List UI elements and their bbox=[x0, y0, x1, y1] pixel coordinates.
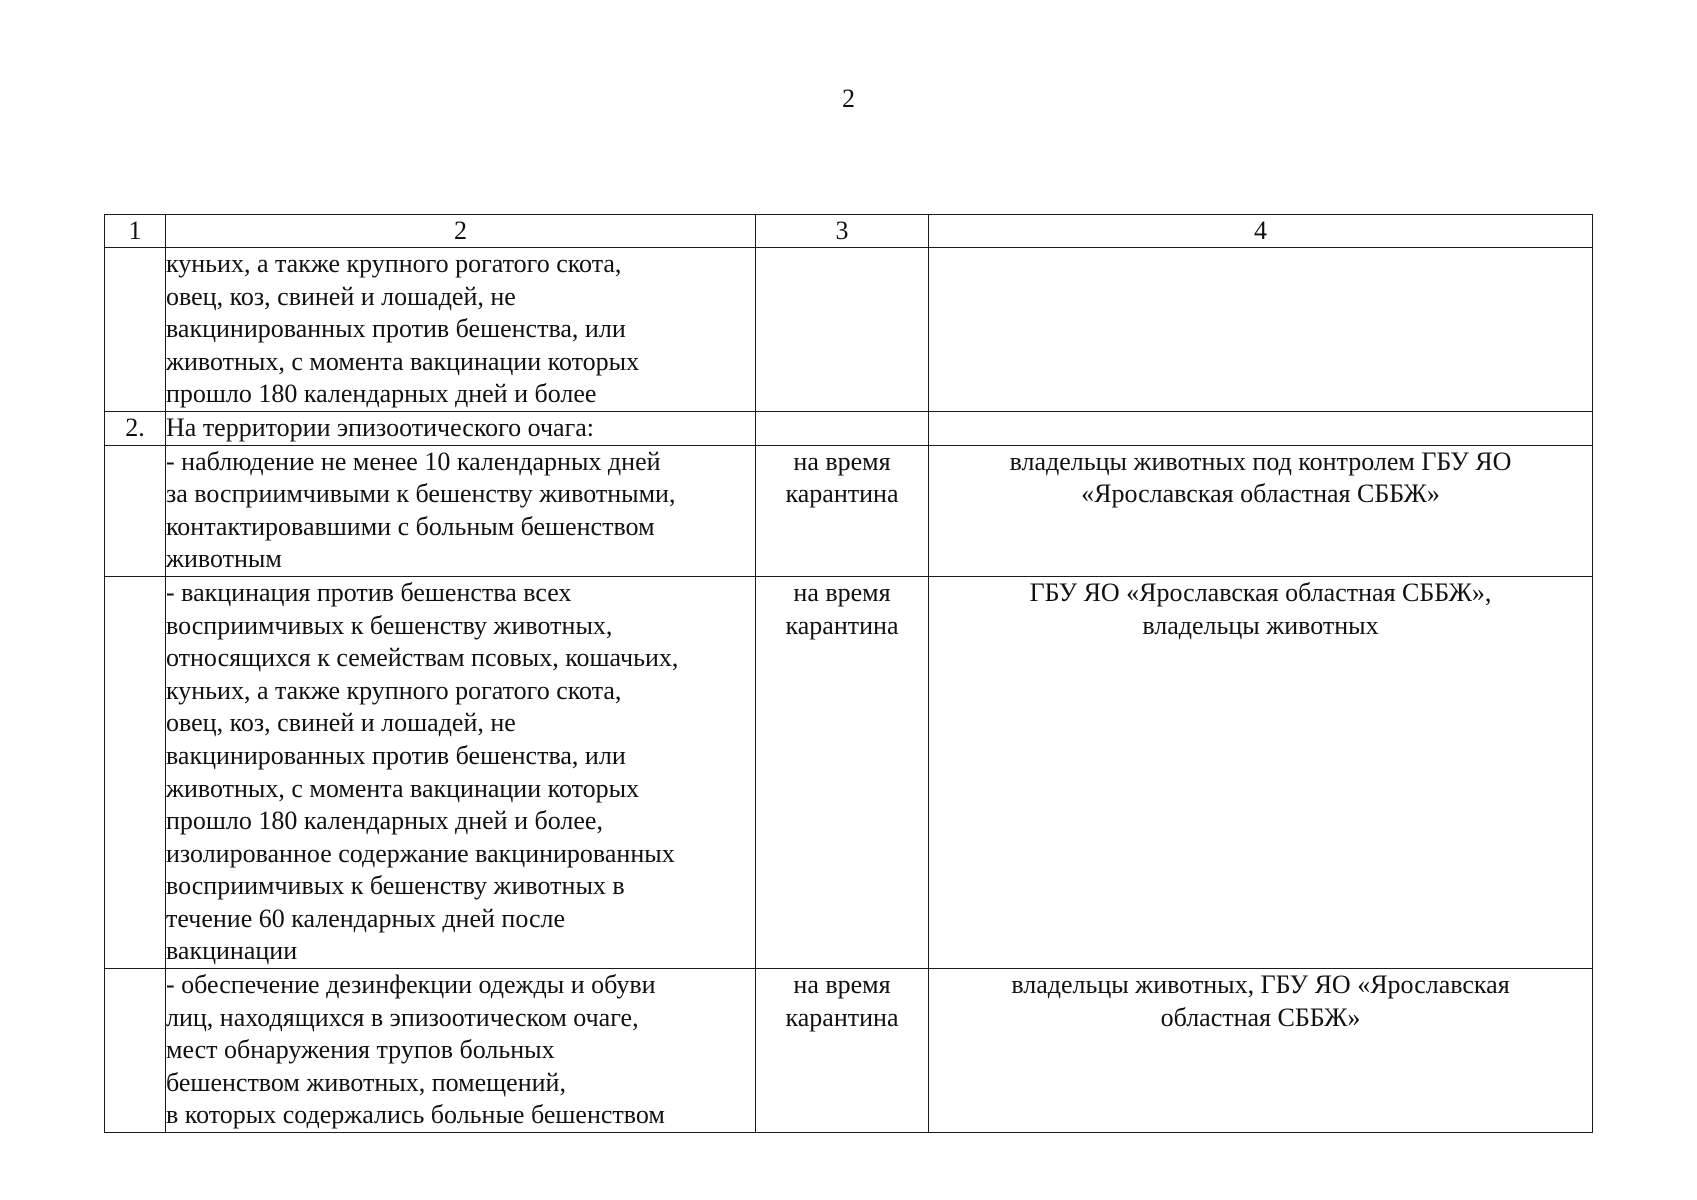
measure-description-line: в которых содержались больные бешенством bbox=[166, 1100, 665, 1130]
term-line: карантина bbox=[785, 1002, 899, 1032]
row-number-cell bbox=[105, 445, 166, 576]
responsible-line: владельцы животных, ГБУ ЯО «Ярославская bbox=[1011, 970, 1510, 1000]
term-line: карантина bbox=[785, 610, 899, 640]
measure-description-line: куньих, а также крупного рогатого скота, bbox=[166, 675, 622, 705]
measure-description-line: вакцинации bbox=[166, 936, 298, 966]
term-cell bbox=[756, 576, 929, 968]
column-header-1: 1 bbox=[105, 215, 166, 248]
measure-description-line: животных, с момента вакцинации которых bbox=[166, 346, 640, 376]
row-number-cell bbox=[105, 248, 166, 412]
responsible-cell bbox=[929, 576, 1593, 968]
term-cell bbox=[756, 445, 929, 576]
measure-description-line: лиц, находящихся в эпизоотическом очаге, bbox=[166, 1002, 639, 1032]
measure-description-line: за восприимчивыми к бешенству животными, bbox=[166, 479, 676, 509]
responsible-line: «Ярославская областная СББЖ» bbox=[1081, 479, 1440, 509]
measure-description-line: восприимчивых к бешенству животных, bbox=[166, 610, 613, 640]
table-body bbox=[105, 248, 1593, 1133]
table-row bbox=[105, 445, 1593, 576]
measure-description-cell bbox=[166, 576, 756, 968]
responsible-cell bbox=[929, 248, 1593, 412]
measure-description-cell bbox=[166, 445, 756, 576]
responsible-cell bbox=[929, 969, 1593, 1133]
measure-description-line: относящихся к семействам псовых, кошачьих, bbox=[166, 643, 679, 673]
column-header-4: 4 bbox=[929, 215, 1593, 248]
term-line: карантина bbox=[785, 479, 899, 509]
column-header-2: 2 bbox=[166, 215, 756, 248]
measure-description-cell bbox=[166, 248, 756, 412]
measure-description-line: - обеспечение дезинфекции одежды и обуви bbox=[166, 970, 656, 1000]
measure-description-line: куньих, а также крупного рогатого скота, bbox=[166, 249, 622, 278]
term-cell bbox=[756, 411, 929, 445]
measure-description-line: - наблюдение не менее 10 календарных дней bbox=[166, 446, 661, 476]
responsible-line: владельцы животных под контролем ГБУ ЯО bbox=[1009, 446, 1512, 476]
responsible-cell bbox=[929, 411, 1593, 445]
measure-description-line: течение 60 календарных дней после bbox=[166, 903, 566, 933]
column-number-row bbox=[105, 215, 1593, 248]
measure-description-line: мест обнаружения трупов больных bbox=[166, 1035, 555, 1065]
table-row bbox=[105, 576, 1593, 968]
term-line: на время bbox=[793, 577, 891, 607]
measure-description-line: вакцинированных против бешенства, или bbox=[166, 740, 626, 770]
measure-description-line: овец, коз, свиней и лошадей, не bbox=[166, 708, 516, 738]
term-cell bbox=[756, 248, 929, 412]
responsible-line: владельцы животных bbox=[1142, 610, 1379, 640]
term-line: на время bbox=[793, 970, 891, 1000]
measure-description-line: - вакцинация против бешенства всех bbox=[166, 577, 572, 607]
measure-description-line: бешенством животных, помещений, bbox=[166, 1067, 566, 1097]
responsible-line: ГБУ ЯО «Ярославская областная СББЖ», bbox=[1029, 577, 1492, 607]
measures-table bbox=[104, 214, 1593, 1133]
measure-description-line: овец, коз, свиней и лошадей, не bbox=[166, 281, 516, 311]
responsible-cell bbox=[929, 445, 1593, 576]
page-number: 2 bbox=[842, 84, 855, 113]
measure-description-line: изолированное содержание вакцинированных bbox=[166, 838, 675, 868]
measure-description-line: животным bbox=[166, 544, 282, 574]
row-number-cell bbox=[105, 969, 166, 1133]
table-row bbox=[105, 248, 1593, 412]
measure-description-line: животных, с момента вакцинации которых bbox=[166, 773, 640, 803]
measure-description-line: восприимчивых к бешенству животных в bbox=[166, 871, 625, 901]
measure-description-line: вакцинированных против бешенства, или bbox=[166, 314, 626, 344]
responsible-line: областная СББЖ» bbox=[1160, 1002, 1361, 1032]
measure-description-cell bbox=[166, 969, 756, 1133]
table-row bbox=[105, 411, 1593, 445]
measure-description-line: На территории эпизоотического очага: bbox=[166, 412, 595, 442]
measure-description-line: прошло 180 календарных дней и более, bbox=[166, 806, 603, 836]
column-header-3: 3 bbox=[756, 215, 929, 248]
term-cell bbox=[756, 969, 929, 1133]
table-row bbox=[105, 969, 1593, 1133]
measure-description-cell bbox=[166, 411, 756, 445]
measure-description-line: прошло 180 календарных дней и более bbox=[166, 379, 597, 409]
row-number-cell: 2. bbox=[105, 411, 166, 445]
term-line: на время bbox=[793, 446, 891, 476]
row-number-cell bbox=[105, 576, 166, 968]
measure-description-line: контактировавшими с больным бешенством bbox=[166, 511, 655, 541]
